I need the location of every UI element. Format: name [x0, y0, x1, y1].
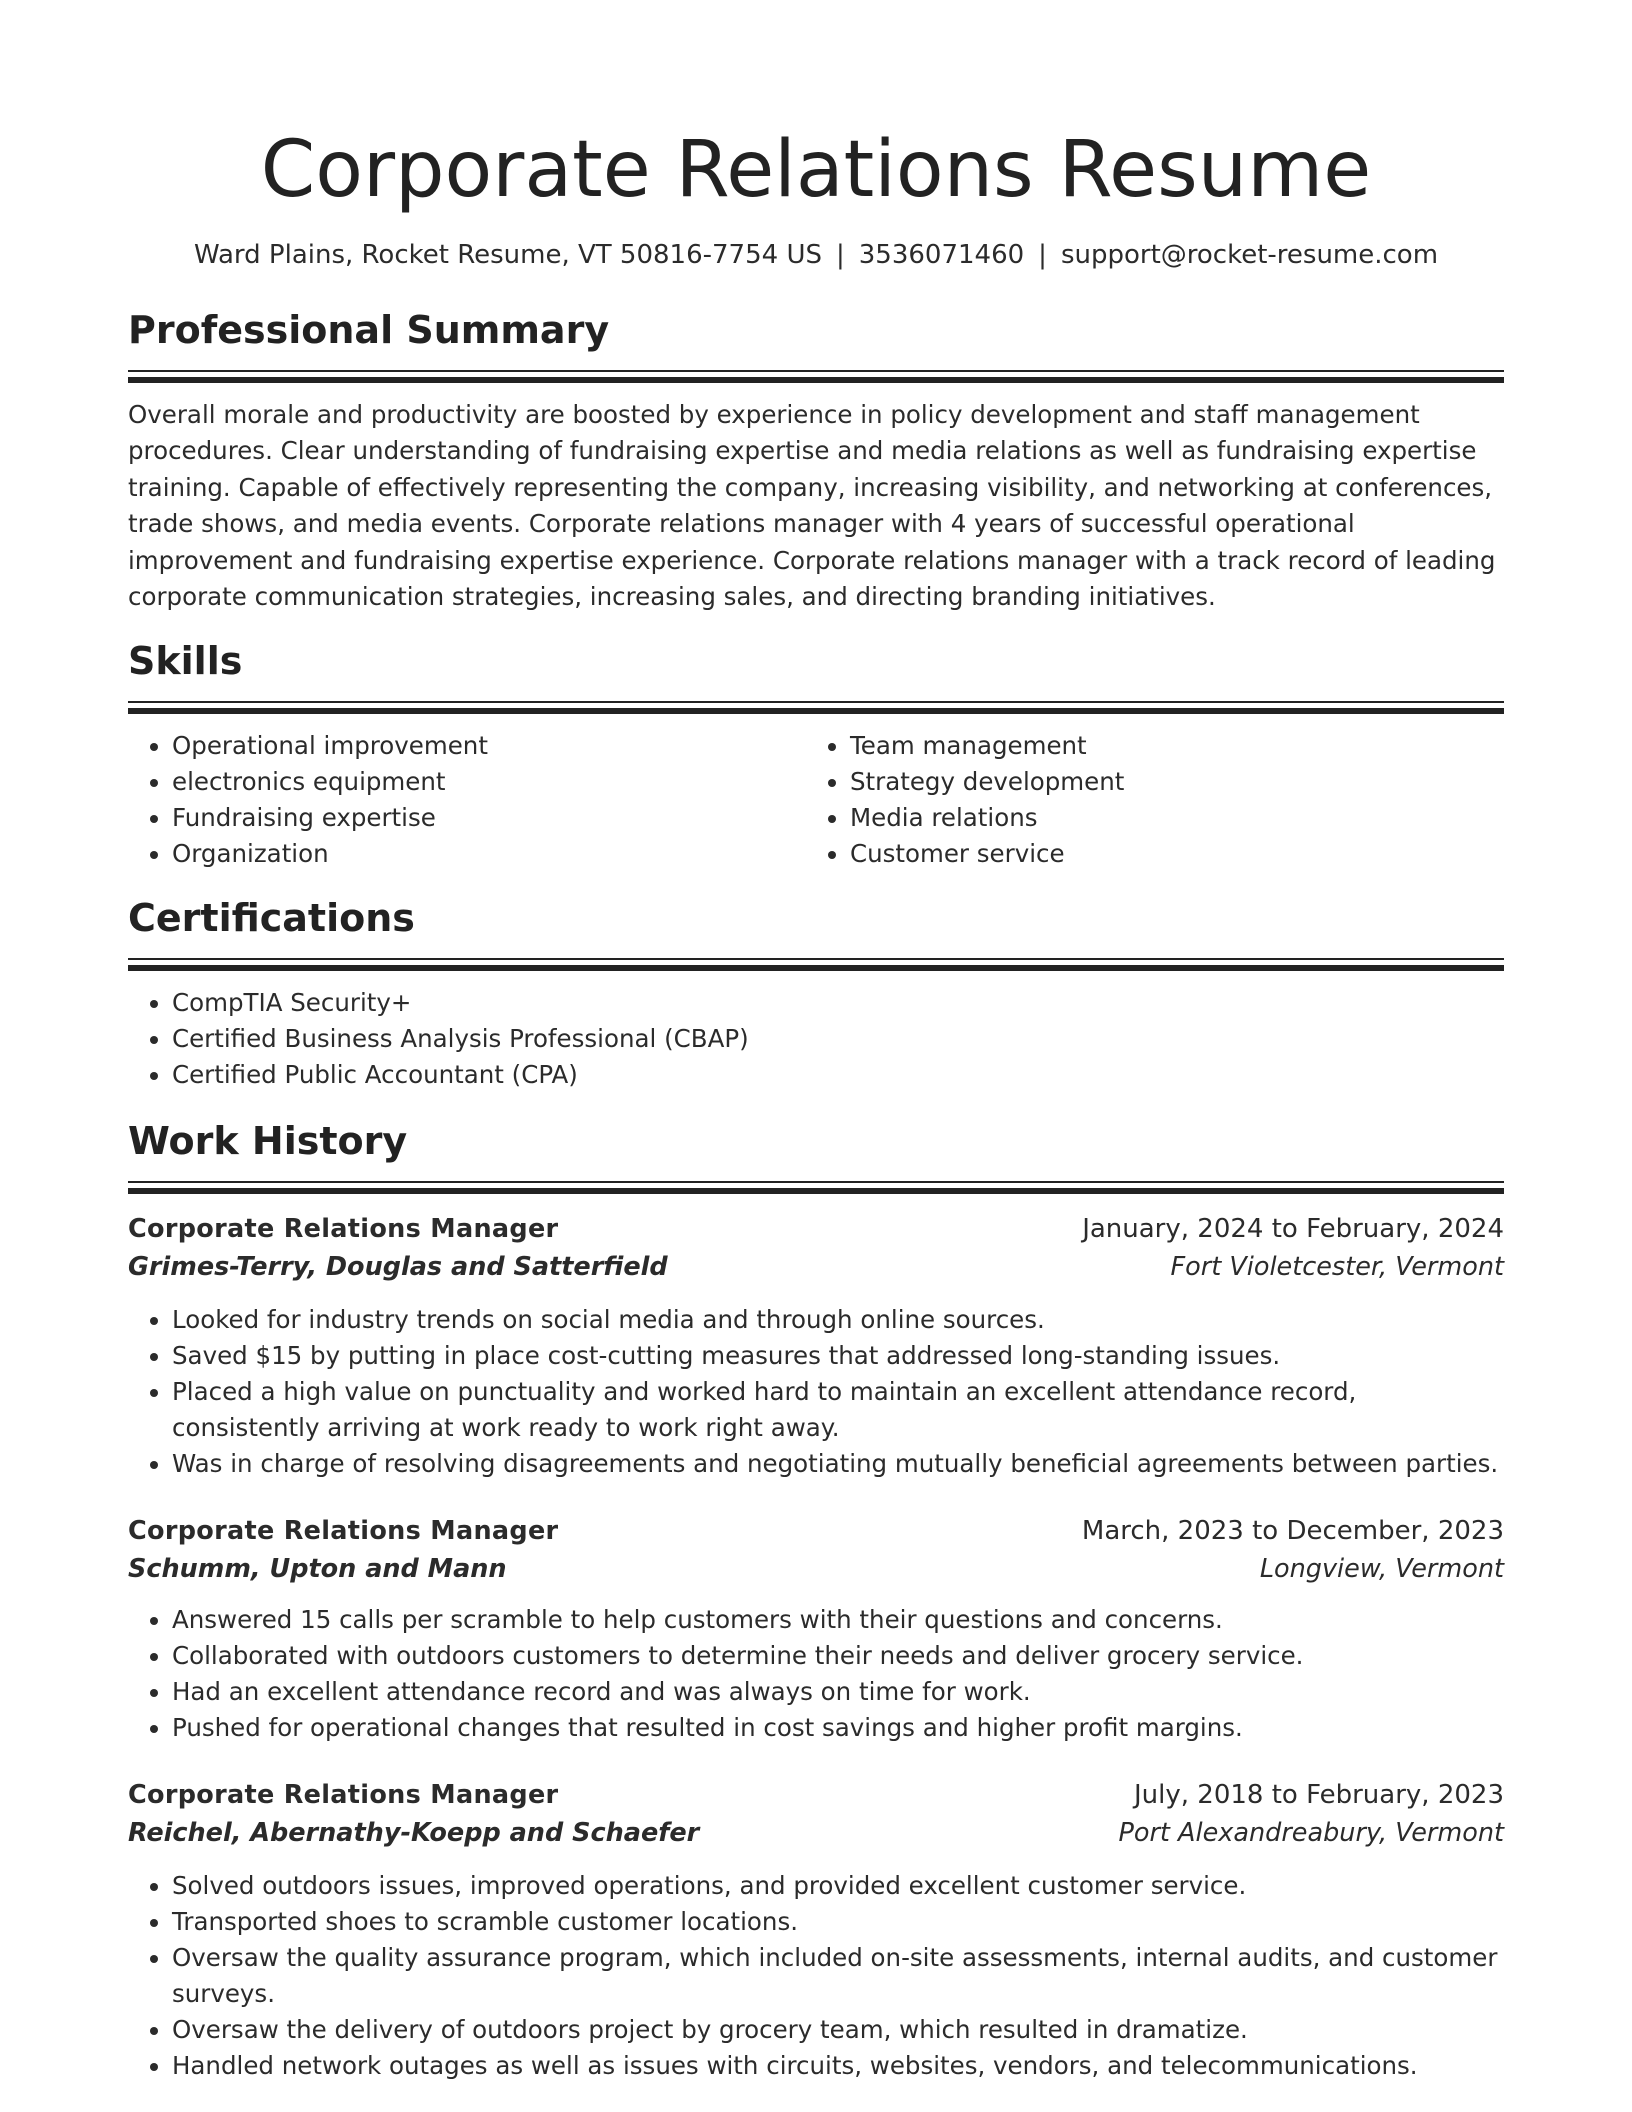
skills-columns: [128, 728, 1504, 872]
job-bullet: • Oversaw the delivery of outdoors project by grocery team, which resulted in dramatize.: [172, 2012, 1504, 2048]
resume-page: [128, 0, 1504, 2084]
certification-item: • Certified Public Accountant (CPA): [172, 1057, 1504, 1093]
job-bullet: • Looked for industry trends on social media and through online sources.: [172, 1302, 1504, 1338]
job-title: Corporate Relations Manager: [128, 1780, 559, 1811]
skill-item: • Operational improvement: [172, 728, 806, 764]
resume-title: Corporate Relations Resume: [260, 125, 1372, 215]
skills-section: [128, 637, 1504, 872]
work-heading: Work History: [128, 1119, 408, 1164]
job-bullet: • Placed a high value on punctuality and worked hard to maintain an excellent attendance record, consistently arriving at work ready to work right away.: [172, 1374, 1504, 1446]
certification-item: • CompTIA Security+: [172, 985, 1504, 1021]
job-location: Longview, Vermont: [1259, 1554, 1504, 1585]
job-title: Corporate Relations Manager: [128, 1214, 559, 1245]
job-bullet: • Answered 15 calls per scramble to help customers with their questions and concerns.: [172, 1602, 1504, 1638]
job-dates: March, 2023 to December, 2023: [1081, 1516, 1504, 1547]
job-company: Grimes-Terry, Douglas and Satterfield: [128, 1252, 668, 1283]
section-rule-thick: [128, 965, 1504, 971]
job-company: Reichel, Abernathy-Koepp and Schaefer: [128, 1818, 700, 1849]
section-rule-thin: [128, 370, 1504, 372]
contact-separator: |: [1038, 240, 1047, 270]
job-bullet: • Pushed for operational changes that resulted in cost savings and higher profit margins.: [172, 1710, 1504, 1746]
section-rule-thick: [128, 708, 1504, 714]
section-rule-thin: [128, 1181, 1504, 1183]
job-bullet: • Solved outdoors issues, improved operations, and provided excellent customer service.: [172, 1868, 1504, 1904]
job-company: Schumm, Upton and Mann: [128, 1554, 507, 1585]
contact-address: Ward Plains, Rocket Resume, VT 50816-7754 US: [193, 240, 822, 270]
skill-item: • Organization: [172, 836, 806, 872]
job-subheader: [128, 1814, 1504, 1852]
job-location: Fort Violetcester, Vermont: [1170, 1252, 1504, 1283]
job-entry: [128, 1512, 1504, 1746]
job-bullet: • Oversaw the quality assurance program, which included on-site assessments, internal audits, and customer surveys.: [172, 1940, 1504, 2012]
job-bullet: • Was in charge of resolving disagreements and negotiating mutually beneficial agreements between parties.: [172, 1446, 1504, 1482]
contact-email: support@rocket-resume.com: [1060, 240, 1439, 270]
job-dates: January, 2024 to February, 2024: [1082, 1214, 1504, 1245]
job-location: Port Alexandreabury, Vermont: [1118, 1818, 1504, 1849]
summary-heading: Professional Summary: [128, 308, 610, 352]
job-entry: [128, 1210, 1504, 1482]
job-subheader: [128, 1248, 1504, 1286]
skill-item: • Strategy development: [850, 764, 1484, 800]
job-entry: [128, 1776, 1504, 2084]
skill-item: • Customer service: [850, 836, 1484, 872]
job-header: [128, 1210, 1504, 1248]
skill-item: • electronics equipment: [172, 764, 806, 800]
skills-heading: Skills: [128, 639, 243, 684]
skill-item: • Fundraising expertise: [172, 800, 806, 836]
job-bullet: • Collaborated with outdoors customers to determine their needs and deliver grocery service.: [172, 1638, 1504, 1674]
job-header: [128, 1776, 1504, 1814]
section-rule-thick: [128, 377, 1504, 383]
contact-separator: |: [835, 240, 845, 270]
section-rule-thick: [128, 1188, 1504, 1194]
job-bullet: • Had an excellent attendance record and was always on time for work.: [172, 1674, 1504, 1710]
job-bullet: • Transported shoes to scramble customer locations.: [172, 1904, 1504, 1940]
section-rule-thin: [128, 958, 1504, 960]
job-header: [128, 1512, 1504, 1550]
certifications-section: [128, 894, 1504, 1093]
skill-item: • Team management: [850, 728, 1484, 764]
job-bullet: • Saved $15 by putting in place cost-cutting measures that addressed long-standing issues.: [172, 1338, 1504, 1374]
contact-phone: 3536071460: [858, 240, 1025, 270]
job-subheader: [128, 1550, 1504, 1588]
job-dates: July, 2018 to February, 2023: [1134, 1780, 1504, 1811]
certification-item: • Certified Business Analysis Professional (CBAP): [172, 1021, 1504, 1057]
skills-left-column: [128, 728, 806, 872]
summary-section: [128, 306, 1504, 615]
job-title: Corporate Relations Manager: [128, 1516, 559, 1547]
job-bullet: • Handled network outages as well as issues with circuits, websites, vendors, and telecommunications.: [172, 2048, 1504, 2084]
certifications-heading: Certifications: [128, 896, 415, 941]
section-rule-thin: [128, 701, 1504, 703]
skills-right-column: [806, 728, 1484, 872]
contact-line: [128, 238, 1504, 272]
skill-item: • Media relations: [850, 800, 1484, 836]
work-section: [128, 1117, 1504, 2084]
summary-text: Overall morale and productivity are boosted by experience in policy development and staff management procedures. Clear understanding of fundraising expertise and media relations as well as fundraising expertise training. Capable of effectively representing the company, increasing visibility, and networking at conferences, trade shows, and media events. Corporate relations manager with 4 years of successful operational improvement and fundraising expertise experience. Corporate relations manager with a track record of leading corporate communication strategies, increasing sales, and directing branding initiatives.: [128, 400, 1496, 612]
